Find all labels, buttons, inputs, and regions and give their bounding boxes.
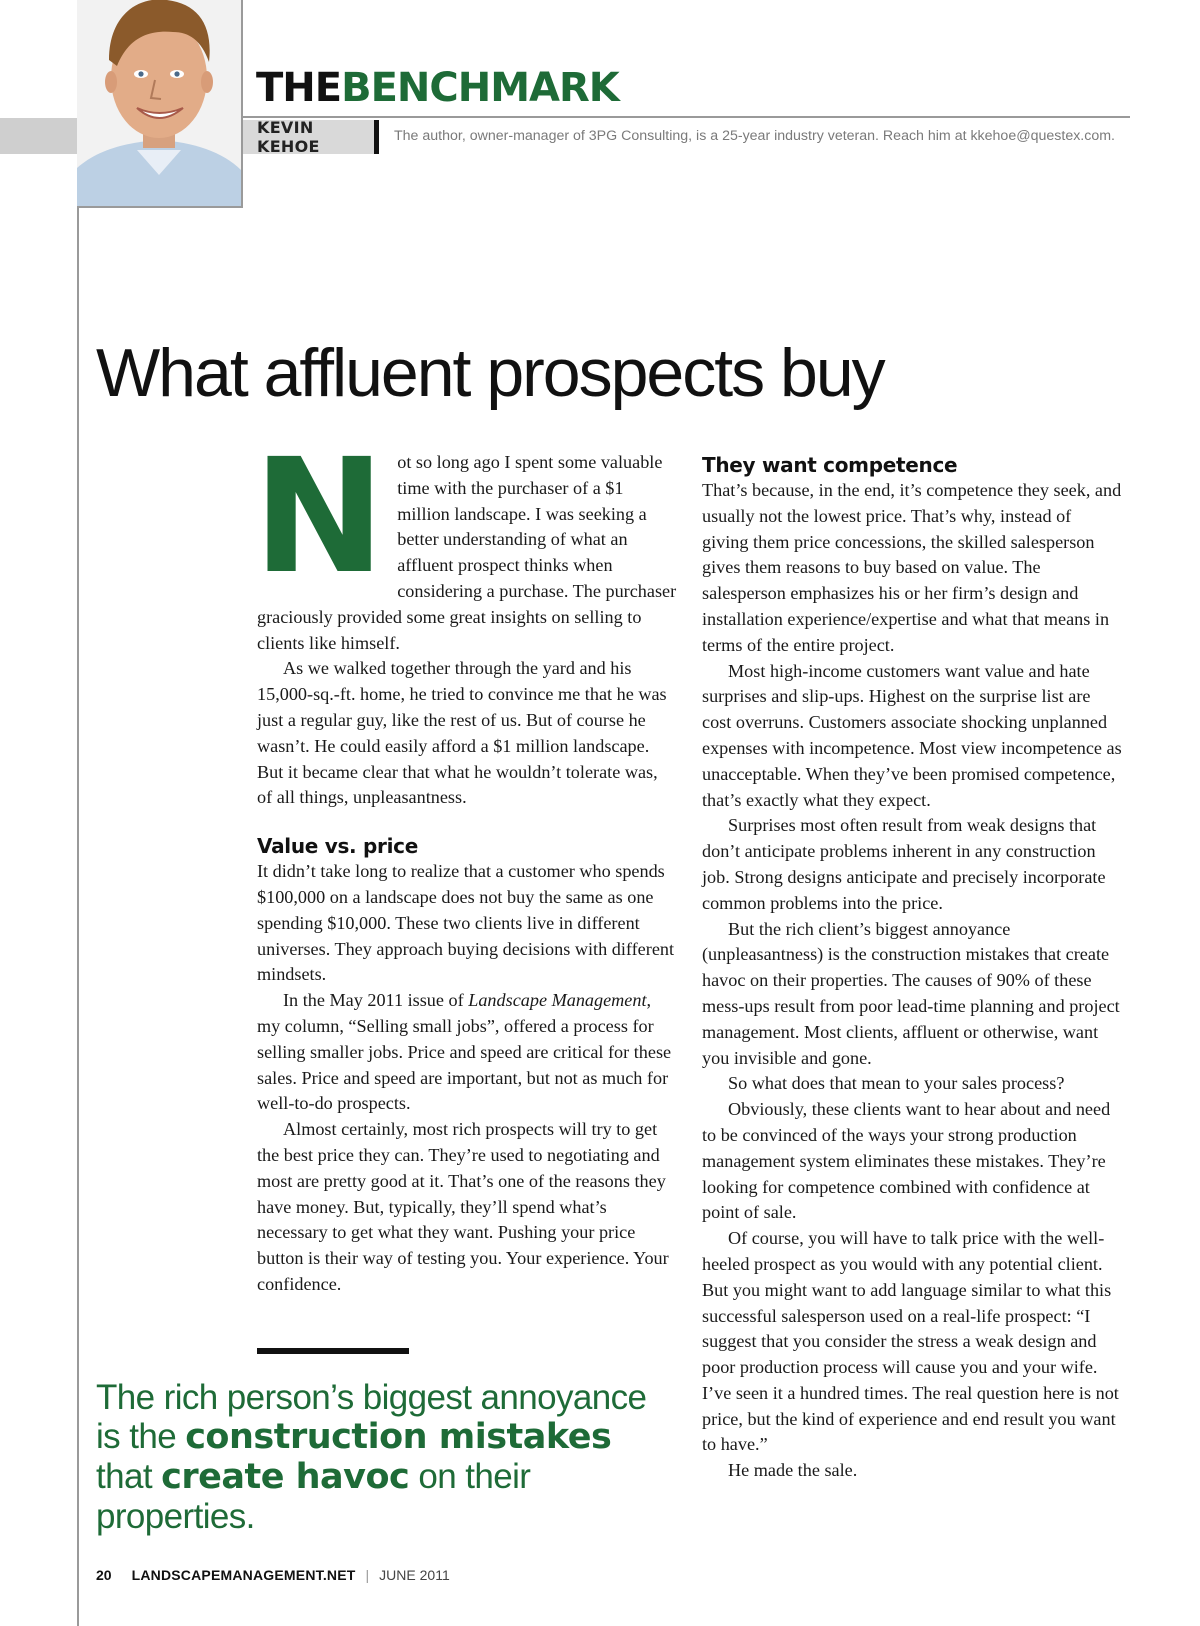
author-photo: [77, 0, 243, 208]
subhead-value-vs-price: Value vs. price: [257, 834, 418, 859]
author-bio: The author, owner-manager of 3PG Consulting, is a 25-year industry veteran. Reach him at kkehoe@questex.com.: [394, 128, 1115, 144]
paragraph-text: , my column, “Selling small jobs”, offered a process for selling smaller jobs. Price and speed are critical for these sales. Price and speed are important, but not as much for well-to-do prospects.: [257, 990, 672, 1114]
publication-title: Landscape Management: [468, 990, 647, 1011]
author-portrait-image: [77, 0, 241, 206]
pullquote-emphasis: create havoc: [161, 1457, 410, 1497]
paragraph: It didn’t take long to realize that a customer who spends $100,000 on a landscape does not buy the same as one spending $10,000. These two clients live in different universes. They approach buying decisions with different mindsets.: [257, 861, 675, 985]
subhead-they-want-competence: They want competence: [702, 453, 958, 477]
article-headline: What affluent prospects buy: [96, 335, 884, 411]
footer-separator: |: [365, 1567, 370, 1583]
author-name: KEVIN KEHOE: [257, 118, 320, 156]
author-name-tab: [243, 120, 379, 154]
pullquote-emphasis: construction mistakes: [185, 1417, 612, 1457]
paragraph: Most high-income customers want value and hate surprises and slip-ups. Highest on the surprise list are cost overruns. Customers associate shocking unplanned expenses with incompetence. Most view incompetence as unacceptable. When they’ve been promised competence, that’s exactly what they expect.: [702, 660, 1122, 810]
header-gray-band: [0, 118, 77, 154]
masthead-the: THE: [256, 65, 342, 111]
paragraph: [257, 988, 677, 1117]
paragraph: ot so long ago I spent some valuable time with the purchaser of a $1 million landscape. I was seeking a better understanding of what an affluent prospect thinks when considering a purchase. The purchaser graciously provided some great insights on selling to clients like himself.: [257, 452, 677, 653]
paragraph: Of course, you will have to talk price with the well-heeled prospect as you would with any potential client. But you might want to add language similar to what this successful salesperson used on a real-life prospect: “I suggest that you consider the stress a weak design and poor production process will cause you and your wife. I’ve seen it a hundred times. The real question here is not price, but the kind of experience and end result you want to have.”: [702, 1228, 1119, 1455]
paragraph: That’s because, in the end, it’s competence they seek, and usually not the lowest price. That’s why, instead of giving them price concessions, the skilled salesperson gives them reasons to buy based on value. The salesperson emphasizes his or her firm’s design and installation experience/expertise and what that means in terms of the entire project.: [702, 480, 1122, 655]
drop-cap: N: [253, 425, 386, 609]
paragraph: So what does that mean to your sales process?: [728, 1073, 1065, 1094]
article-column-right: [702, 452, 1122, 1484]
pullquote: [96, 1378, 656, 1536]
paragraph: Almost certainly, most rich prospects will try to get the best price they can. They’re used to negotiating and most are pretty good at it. That’s one of the reasons they have money. But, typically, they’ll spend what’s necessary to get what they want. Pushing your price button is their way of testing you. Your experience. Your confidence.: [257, 1119, 669, 1294]
page-number: 20: [96, 1567, 112, 1583]
left-margin-rule: [77, 0, 79, 1626]
masthead-benchmark: BENCHMARK: [341, 65, 619, 111]
pullquote-text: that: [96, 1457, 162, 1496]
article-column-left: [253, 425, 677, 1298]
paragraph: But the rich client’s biggest annoyance (unpleasantness) is the construction mistakes that create havoc on their properties. The causes of 90% of these mess-ups result from poor lead-time planning and project management. Most clients, affluent or otherwise, want you invisible and gone.: [702, 918, 1120, 1068]
pullquote-rule: [257, 1348, 409, 1354]
page-footer: [96, 1567, 450, 1583]
website-link[interactable]: LANDSCAPEMANAGEMENT.NET: [131, 1567, 356, 1583]
paragraph: Surprises most often result from weak designs that don’t anticipate problems inherent in any construction job. Strong designs anticipate and precisely incorporate common problems into the price.: [702, 815, 1106, 913]
pullquote-text: The rich person’s biggest annoyance is the: [96, 1378, 647, 1456]
paragraph: As we walked together through the yard and his 15,000-sq.-ft. home, he tried to convince me that he was just a regular guy, like the rest of us. But of course he wasn’t. He could easily afford a $1 million landscape. But it became clear that what he wouldn’t tolerate was, of all things, unpleasantness.: [257, 658, 667, 808]
paragraph-text: In the May 2011 issue of: [283, 990, 469, 1011]
issue-date: JUNE 2011: [379, 1567, 450, 1583]
pullquote-text: on their properties.: [96, 1457, 531, 1536]
column-masthead: [256, 65, 619, 111]
paragraph: Obviously, these clients want to hear about and need to be convinced of the ways your strong production management system eliminates these mistakes. They’re looking for competence combined with confidence at point of sale.: [702, 1099, 1111, 1223]
paragraph: He made the sale.: [728, 1460, 858, 1481]
